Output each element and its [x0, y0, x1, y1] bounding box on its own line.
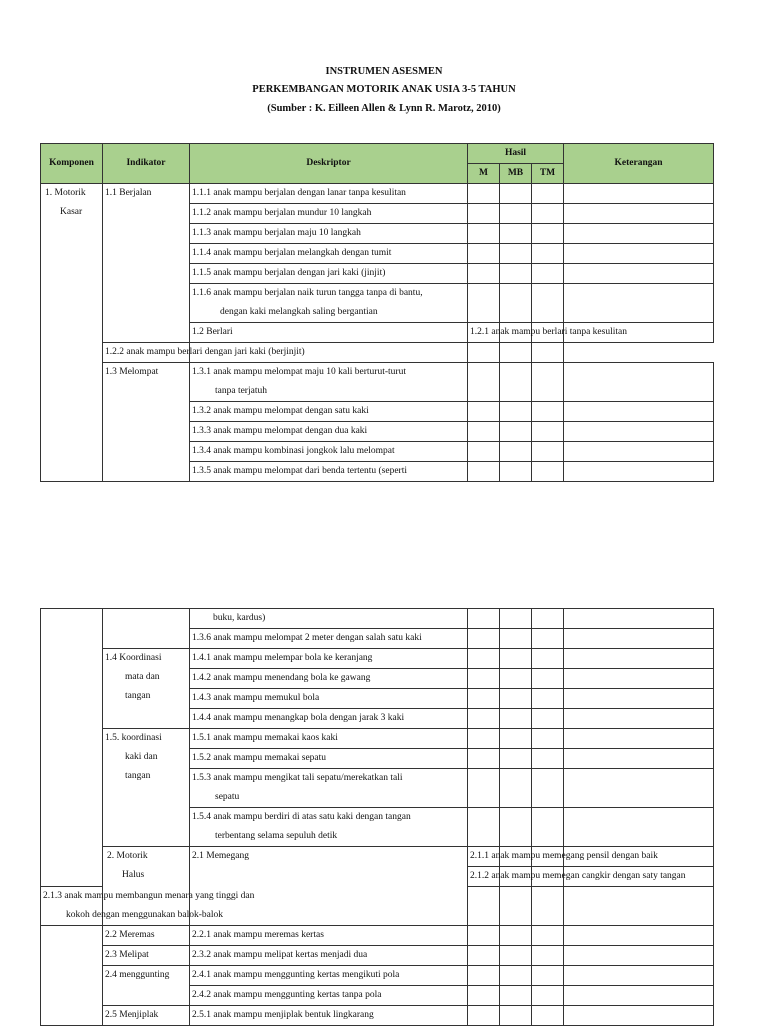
header-deskriptor: Deskriptor	[190, 144, 468, 184]
descriptor-cell: 1.4.3 anak mampu memukul bola	[190, 689, 468, 709]
notes-cell[interactable]	[564, 224, 714, 244]
table-row	[41, 343, 714, 363]
result-m-cell[interactable]	[468, 224, 500, 244]
notes-cell[interactable]	[564, 966, 714, 986]
descriptor-cell: 2.1.2 anak mampu memegan cangkir dengan saty tangan	[468, 867, 500, 887]
result-m-cell[interactable]	[468, 284, 500, 323]
notes-cell[interactable]	[564, 402, 714, 422]
result-m-cell[interactable]	[468, 184, 500, 204]
result-mb-cell[interactable]	[500, 769, 532, 808]
descriptor-cell: 1.1.5 anak mampu berjalan dengan jari kaki (jinjit)	[190, 264, 468, 284]
header-m: M	[468, 164, 500, 184]
notes-cell[interactable]	[564, 609, 714, 629]
result-tm-cell[interactable]	[532, 649, 564, 669]
notes-cell[interactable]	[564, 442, 714, 462]
descriptor-cell: 1.5.1 anak mampu memakai kaos kaki	[190, 729, 468, 749]
result-tm-cell[interactable]	[532, 609, 564, 629]
result-mb-cell[interactable]	[500, 986, 532, 1006]
descriptor-cell: 2.5.1 anak mampu menjiplak bentuk lingkarang	[190, 1006, 468, 1026]
result-mb-cell[interactable]	[500, 244, 532, 264]
result-mb-cell[interactable]	[500, 649, 532, 669]
result-mb-cell[interactable]	[500, 1006, 532, 1026]
notes-cell[interactable]	[564, 729, 714, 749]
descriptor-cell: 1.5.4 anak mampu berdiri di atas satu kaki dengan tangan terbentang selama sepuluh detik	[190, 808, 468, 847]
descriptor-cell: 1.3.3 anak mampu melompat dengan dua kaki	[190, 422, 468, 442]
result-mb-cell[interactable]	[500, 363, 532, 402]
header-indikator: Indikator	[103, 144, 190, 184]
header-hasil: Hasil	[468, 144, 564, 164]
descriptor-cell: 1.1.6 anak mampu berjalan naik turun tangga tanpa di bantu, dengan kaki melangkah saling bergantian	[190, 284, 468, 323]
notes-cell[interactable]	[564, 264, 714, 284]
notes-cell[interactable]	[564, 749, 714, 769]
descriptor-cell: 2.3.2 anak mampu melipat kertas menjadi dua	[190, 946, 468, 966]
result-m-cell[interactable]	[468, 402, 500, 422]
result-tm-cell[interactable]	[532, 689, 564, 709]
result-mb-cell[interactable]	[500, 609, 532, 629]
result-mb-cell[interactable]	[500, 264, 532, 284]
notes-cell[interactable]	[564, 244, 714, 264]
notes-cell[interactable]	[532, 343, 564, 363]
result-tm-cell[interactable]	[532, 264, 564, 284]
result-mb-cell[interactable]	[500, 224, 532, 244]
component-cell: 1. Motorik Kasar	[41, 184, 103, 482]
result-tm-cell[interactable]	[532, 629, 564, 649]
notes-cell[interactable]	[564, 462, 714, 482]
descriptor-cell: 1.1.2 anak mampu berjalan mundur 10 langkah	[190, 204, 468, 224]
indicator-cell: 1.4 Koordinasi mata dan tangan	[103, 649, 190, 729]
notes-cell[interactable]	[564, 926, 714, 946]
result-mb-cell[interactable]	[500, 749, 532, 769]
result-tm-cell[interactable]	[532, 244, 564, 264]
notes-cell[interactable]	[564, 649, 714, 669]
indicator-cell: 1.1 Berjalan	[103, 184, 190, 343]
descriptor-cell: 1.3.5 anak mampu melompat dari benda tertentu (seperti	[190, 462, 468, 482]
descriptor-cell: 1.5.2 anak mampu memakai sepatu	[190, 749, 468, 769]
notes-cell[interactable]	[564, 363, 714, 402]
result-mb-cell[interactable]	[500, 402, 532, 422]
indicator-cell: 2.5 Menjiplak	[103, 1006, 190, 1026]
result-tm-cell[interactable]	[532, 363, 564, 402]
doc-title-line2: PERKEMBANGAN MOTORIK ANAK USIA 3-5 TAHUN	[252, 84, 516, 95]
descriptor-cell: 2.4.1 anak mampu menggunting kertas mengikuti pola	[190, 966, 468, 986]
result-m-cell[interactable]	[468, 204, 500, 224]
result-tm-cell[interactable]	[532, 422, 564, 442]
result-m-cell[interactable]	[468, 986, 500, 1006]
result-mb-cell[interactable]	[500, 184, 532, 204]
result-tm-cell[interactable]	[532, 462, 564, 482]
result-mb-cell[interactable]	[500, 284, 532, 323]
component-cell: 2. Motorik Halus	[103, 847, 190, 926]
result-mb-cell[interactable]	[500, 422, 532, 442]
result-m-cell[interactable]	[468, 422, 500, 442]
result-mb-cell[interactable]	[500, 204, 532, 224]
result-m-cell[interactable]	[468, 669, 500, 689]
descriptor-cell: 1.3.4 anak mampu kombinasi jongkok lalu melompat	[190, 442, 468, 462]
result-tm-cell[interactable]	[532, 749, 564, 769]
notes-cell[interactable]	[564, 986, 714, 1006]
component-cell	[41, 609, 103, 887]
descriptor-cell: 1.2.2 anak mampu berlari dengan jari kaki (berjinjit)	[103, 343, 190, 363]
result-m-cell[interactable]	[468, 946, 500, 966]
result-mb-cell[interactable]	[500, 926, 532, 946]
descriptor-cell: 1.1.4 anak mampu berjalan melangkah dengan tumit	[190, 244, 468, 264]
result-tm-cell[interactable]	[532, 729, 564, 749]
descriptor-cell: 1.4.4 anak mampu menangkap bola dengan jarak 3 kaki	[190, 709, 468, 729]
table-row	[41, 649, 714, 669]
descriptor-cell: 1.3.2 anak mampu melompat dengan satu kaki	[190, 402, 468, 422]
descriptor-cell: 1.5.3 anak mampu mengikat tali sepatu/merekatkan tali sepatu	[190, 769, 468, 808]
result-m-cell[interactable]	[468, 887, 500, 926]
result-tm-cell[interactable]	[532, 442, 564, 462]
result-mb-cell[interactable]	[500, 709, 532, 729]
header-tm: TM	[532, 164, 564, 184]
result-m-cell[interactable]	[468, 442, 500, 462]
notes-cell[interactable]	[564, 689, 714, 709]
result-tm-cell[interactable]	[532, 402, 564, 422]
notes-cell[interactable]	[564, 184, 714, 204]
descriptor-cell: buku, kardus)	[190, 609, 468, 629]
result-mb-cell[interactable]	[500, 629, 532, 649]
descriptor-cell: 2.2.1 anak mampu meremas kertas	[190, 926, 468, 946]
result-m-cell[interactable]	[468, 769, 500, 808]
result-tm-cell[interactable]	[532, 709, 564, 729]
result-mb-cell[interactable]	[500, 462, 532, 482]
descriptor-cell: 1.2.1 anak mampu berlari tanpa kesulitan	[468, 323, 500, 343]
header-mb: MB	[500, 164, 532, 184]
result-m-cell[interactable]	[468, 244, 500, 264]
result-mb-cell[interactable]	[500, 966, 532, 986]
result-mb-cell[interactable]	[500, 442, 532, 462]
result-tm-cell[interactable]	[532, 966, 564, 986]
table-row	[41, 926, 714, 946]
result-tm-cell[interactable]	[532, 986, 564, 1006]
result-m-cell[interactable]	[468, 966, 500, 986]
result-m-cell[interactable]	[468, 709, 500, 729]
result-mb-cell[interactable]	[468, 343, 500, 363]
result-mb-cell[interactable]	[500, 946, 532, 966]
notes-cell[interactable]	[564, 284, 714, 323]
result-m-cell[interactable]	[468, 808, 500, 847]
indicator-cell: 1.5. koordinasi kaki dan tangan	[103, 729, 190, 847]
descriptor-cell: 1.1.3 anak mampu berjalan maju 10 langkah	[190, 224, 468, 244]
notes-cell[interactable]	[564, 1006, 714, 1026]
result-m-cell[interactable]	[468, 649, 500, 669]
table-row	[41, 946, 714, 966]
header-komponen: Komponen	[41, 144, 103, 184]
notes-cell[interactable]	[564, 808, 714, 847]
indicator-cell: 2.3 Melipat	[103, 946, 190, 966]
descriptor-cell: 2.4.2 anak mampu menggunting kertas tanpa pola	[190, 986, 468, 1006]
notes-cell[interactable]	[564, 669, 714, 689]
result-mb-cell[interactable]	[500, 808, 532, 847]
descriptor-cell: 1.4.1 anak mampu melempar bola ke keranjang	[190, 649, 468, 669]
descriptor-cell: 1.3.6 anak mampu melompat 2 meter dengan salah satu kaki	[190, 629, 468, 649]
table-row	[41, 1006, 714, 1026]
table-row	[41, 184, 714, 204]
indicator-cell	[103, 609, 190, 649]
result-m-cell[interactable]	[468, 609, 500, 629]
indicator-cell: 2.2 Meremas	[103, 926, 190, 946]
doc-source: (Sumber : K. Eilleen Allen & Lynn R. Marotz, 2010)	[267, 103, 501, 114]
result-m-cell[interactable]	[468, 462, 500, 482]
notes-cell[interactable]	[564, 422, 714, 442]
table-row	[41, 729, 714, 749]
result-m-cell[interactable]	[468, 629, 500, 649]
result-m-cell[interactable]	[468, 749, 500, 769]
descriptor-cell: 2.1.1 anak mampu memegang pensil dengan baik	[468, 847, 500, 867]
result-tm-cell[interactable]	[532, 926, 564, 946]
assessment-table-part1	[40, 143, 714, 482]
result-tm-cell[interactable]	[532, 184, 564, 204]
result-m-cell[interactable]	[468, 264, 500, 284]
result-tm-cell[interactable]	[532, 204, 564, 224]
descriptor-cell: 1.4.2 anak mampu menendang bola ke gawang	[190, 669, 468, 689]
table-row	[41, 363, 714, 402]
header-keterangan: Keterangan	[564, 144, 714, 184]
result-tm-cell[interactable]	[532, 669, 564, 689]
result-tm-cell[interactable]	[532, 946, 564, 966]
table-row	[41, 966, 714, 986]
notes-cell[interactable]	[564, 946, 714, 966]
result-mb-cell[interactable]	[500, 729, 532, 749]
indicator-cell: 2.1 Memegang	[190, 847, 468, 926]
notes-cell[interactable]	[564, 204, 714, 224]
table-row	[41, 609, 714, 629]
table-row	[41, 847, 714, 867]
result-tm-cell[interactable]	[532, 769, 564, 808]
indicator-cell: 1.3 Melompat	[103, 363, 190, 482]
result-tm-cell[interactable]	[532, 1006, 564, 1026]
result-tm-cell[interactable]	[532, 224, 564, 244]
indicator-cell: 1.2 Berlari	[190, 323, 468, 343]
descriptor-cell: 1.3.1 anak mampu melompat maju 10 kali berturut-turut tanpa terjatuh	[190, 363, 468, 402]
notes-cell[interactable]	[564, 629, 714, 649]
notes-cell[interactable]	[564, 709, 714, 729]
notes-cell[interactable]	[564, 769, 714, 808]
notes-cell[interactable]	[564, 887, 714, 926]
component-cell	[41, 926, 103, 1026]
result-m-cell[interactable]	[468, 689, 500, 709]
assessment-table-part2	[40, 608, 714, 1026]
result-m-cell[interactable]	[468, 729, 500, 749]
result-m-cell[interactable]	[468, 1006, 500, 1026]
descriptor-cell: 1.1.1 anak mampu berjalan dengan lanar tanpa kesulitan	[190, 184, 468, 204]
indicator-cell: 2.4 menggunting	[103, 966, 190, 1006]
result-tm-cell[interactable]	[532, 887, 564, 926]
result-mb-cell[interactable]	[500, 669, 532, 689]
result-mb-cell[interactable]	[500, 689, 532, 709]
descriptor-cell: 2.1.3 anak mampu membangun menara yang tinggi dan kokoh dengan menggunakan balok-balok	[41, 887, 103, 926]
result-tm-cell[interactable]	[532, 808, 564, 847]
result-tm-cell[interactable]	[500, 343, 532, 363]
result-mb-cell[interactable]	[500, 887, 532, 926]
result-m-cell[interactable]	[468, 926, 500, 946]
result-m-cell[interactable]	[468, 363, 500, 402]
doc-title-line1: INSTRUMEN ASESMEN	[325, 66, 443, 77]
result-tm-cell[interactable]	[532, 284, 564, 323]
